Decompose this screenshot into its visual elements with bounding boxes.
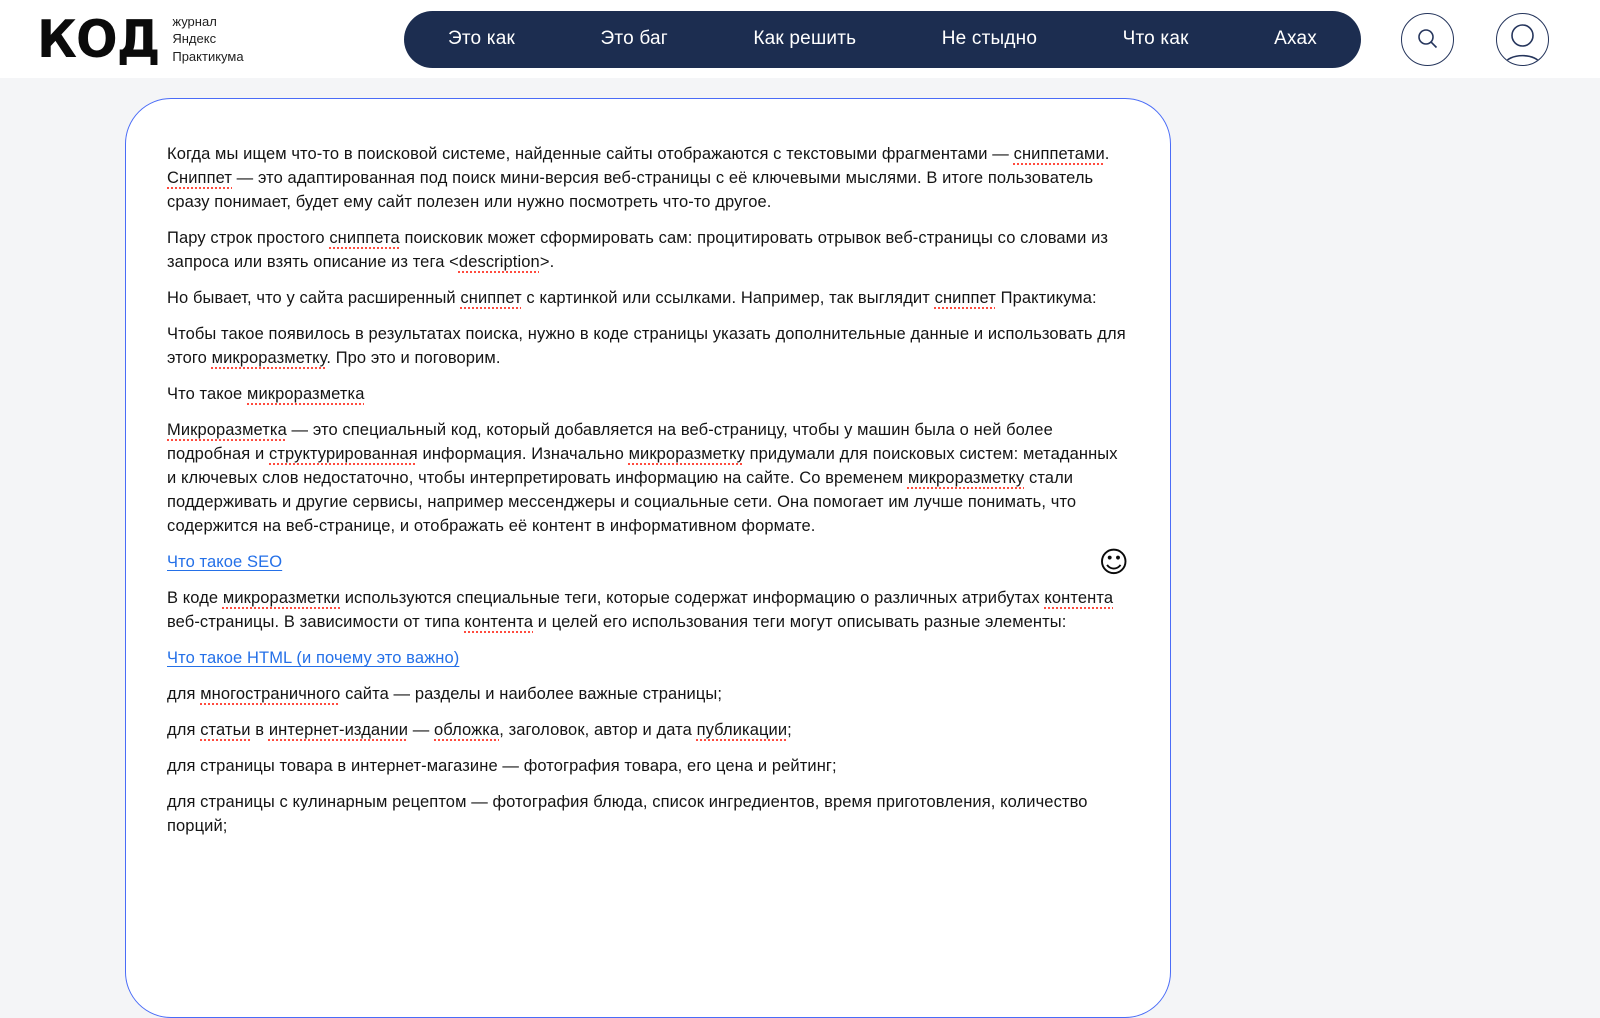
- text-segment: придумали для поисковых систем: метаданных и ключевых слов недостаточно, чтобы интерпретировать информацию на сайте. Со временем: [167, 445, 1118, 487]
- text-segment: для: [167, 685, 201, 703]
- site-header: [0, 0, 1600, 78]
- text-segment: —: [408, 721, 435, 739]
- text-segment: — это специальный код, который добавляется на веб-страницу, чтобы у машин была о ней более подробная и: [167, 421, 1053, 463]
- logo-subtitle-line: Яндекс: [172, 31, 217, 47]
- text-segment: используются специальные теги, которые содержат информацию о различных атрибутах: [340, 589, 1045, 607]
- misspelled-word: микроразметки: [222, 589, 341, 607]
- nav-item-ne-stydno[interactable]: Не стыдно: [941, 28, 1038, 49]
- profile-button[interactable]: [1496, 13, 1549, 66]
- page-main: [0, 78, 1600, 846]
- misspelled-word: публикации: [696, 721, 788, 739]
- text-segment: Когда мы ищем что-то в поисковой системе, найденные сайты отображаются с текстовыми фрагментами —: [167, 145, 1014, 163]
- misspelled-word: микроразметку: [907, 469, 1025, 487]
- text-segment: Пару строк простого: [167, 229, 330, 247]
- text-segment: поисковик может сформировать сам: процитировать отрывок веб-страницы со словами из запроса или взять описание из тега <: [167, 229, 1109, 271]
- text-segment: с картинкой или ссылками. Например, так выглядит: [521, 289, 935, 307]
- article-paragraph: [167, 718, 1129, 742]
- nav-item-chto-kak[interactable]: Что как: [1122, 28, 1189, 49]
- nav-item-ahah[interactable]: Ахах: [1274, 28, 1317, 49]
- article-paragraph: [167, 382, 1129, 406]
- misspelled-word: микроразметку: [211, 349, 327, 367]
- article-paragraph: [167, 545, 1129, 579]
- misspelled-word: Сниппет: [167, 169, 232, 187]
- text-segment: Чтобы такое появилось в результатах поиска, нужно в коде страницы указать дополнительные данные и использовать для этого: [167, 325, 1126, 367]
- misspelled-word: контента: [464, 613, 534, 631]
- logo-subtitle-line: журнал: [172, 13, 217, 29]
- text-segment: ;: [787, 721, 792, 739]
- misspelled-word: description: [458, 253, 540, 271]
- nav-item-eto-kak[interactable]: Это как: [448, 28, 516, 49]
- text-segment: , заголовок, автор и дата: [499, 721, 697, 739]
- article-paragraph: [167, 682, 1129, 706]
- text-segment: информация. Изначально: [417, 445, 629, 463]
- article-paragraph: [167, 646, 1129, 670]
- text-segment: >.: [539, 253, 555, 271]
- misspelled-word: интернет-издании: [268, 721, 409, 739]
- misspelled-word: Микроразметка: [167, 421, 287, 439]
- article-paragraph: [167, 142, 1129, 214]
- main-nav: [404, 11, 1361, 68]
- text-segment: — это адаптированная под поиск мини-версия веб-страницы с её ключевыми мыслями. В итоге пользователь сразу понимает, будет ему сайт полезен или нужно посмотреть что-то другое.: [167, 169, 1094, 211]
- text-segment: . Про это и поговорим.: [326, 349, 501, 367]
- logo-subtitle: [172, 13, 243, 66]
- brand: [37, 8, 244, 70]
- text-segment: и целей его использования теги могут описывать разные элементы:: [533, 613, 1067, 631]
- text-segment: Но бывает, что у сайта расширенный: [167, 289, 461, 307]
- text-segment: Практикума:: [995, 289, 1097, 307]
- article-link[interactable]: Что такое HTML (и почему это важно): [167, 649, 460, 667]
- text-segment: Что такое: [167, 385, 248, 403]
- misspelled-word: сниппет: [934, 289, 996, 307]
- article-paragraph: [167, 754, 1129, 778]
- text-segment: для: [167, 721, 201, 739]
- article-card: [125, 98, 1171, 1018]
- article-paragraph: [167, 586, 1129, 634]
- text-segment: В коде: [167, 589, 223, 607]
- text-segment: .: [1104, 145, 1110, 163]
- misspelled-word: обложка: [434, 721, 500, 739]
- text-segment: в: [250, 721, 269, 739]
- text-segment: для страницы с кулинарным рецептом — фотография блюда, список ингредиентов, время приготовления, количество порций;: [167, 793, 1088, 835]
- article-link[interactable]: Что такое SEO: [167, 553, 283, 571]
- nav-item-eto-bag[interactable]: Это баг: [600, 28, 668, 49]
- misspelled-word: статьи: [200, 721, 251, 739]
- search-button[interactable]: [1401, 13, 1454, 66]
- smiley-icon: ☺: [1098, 545, 1129, 579]
- misspelled-word: сниппетами: [1013, 145, 1105, 163]
- article-paragraph: [167, 226, 1129, 274]
- text-segment: стали поддерживать и другие сервисы, например мессенджеры и социальные сети. Она помогает им лучше понимать, что содержится на веб-странице, и отображать её контент в информативном формате.: [167, 469, 1077, 535]
- misspelled-word: сниппета: [329, 229, 400, 247]
- article-paragraph: [167, 322, 1129, 370]
- misspelled-word: контента: [1044, 589, 1114, 607]
- article-paragraph: [167, 286, 1129, 310]
- article-paragraph: [167, 418, 1129, 538]
- text-segment: для страницы товара в интернет-магазине — фотография товара, его цена и рейтинг;: [167, 757, 837, 775]
- text-segment: веб-страницы. В зависимости от типа: [167, 613, 465, 631]
- search-icon: [1414, 25, 1442, 53]
- profile-icon: [1496, 13, 1549, 66]
- article-body: [167, 142, 1129, 838]
- nav-item-kak-reshit[interactable]: Как решить: [753, 28, 857, 49]
- header-icons: [1401, 13, 1549, 66]
- misspelled-word: структурированная: [269, 445, 418, 463]
- text-segment: сайта — разделы и наиболее важные страницы;: [340, 685, 723, 703]
- kod-logo[interactable]: КОД: [37, 8, 160, 70]
- misspelled-word: сниппет: [460, 289, 522, 307]
- logo-subtitle-line: Практикума: [172, 48, 244, 64]
- article-paragraph: [167, 790, 1129, 838]
- misspelled-word: микроразметку: [628, 445, 745, 463]
- misspelled-word: микроразметка: [247, 385, 365, 403]
- misspelled-word: многостраничного: [200, 685, 341, 703]
